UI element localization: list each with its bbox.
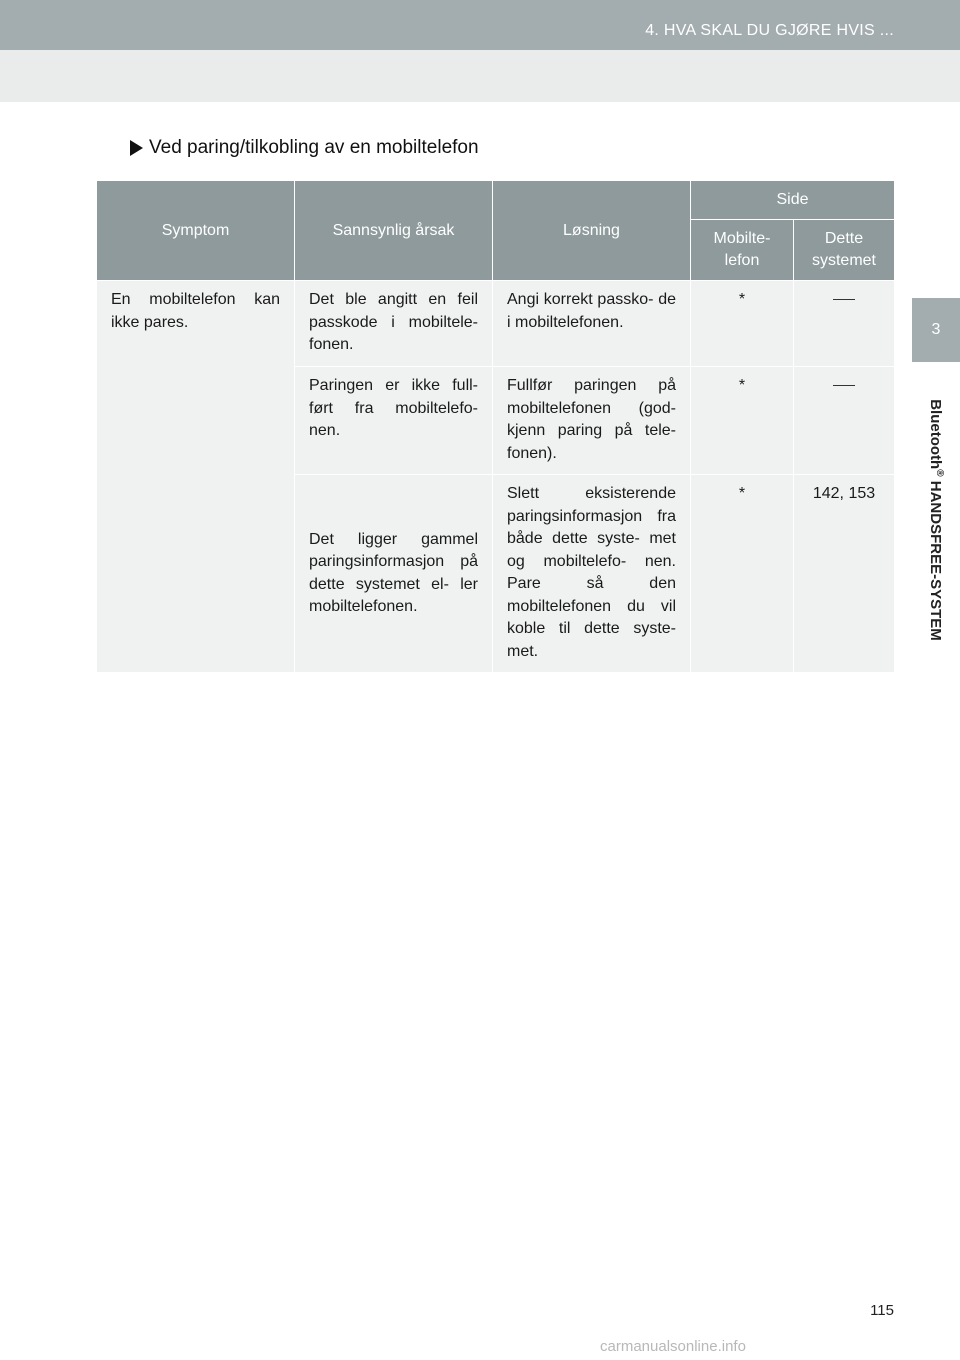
header-band bbox=[0, 50, 960, 102]
symptom-cell: En mobiltelefon kan ikke pares. bbox=[97, 281, 295, 673]
section-heading-text: Ved paring/tilkobling av en mobiltelefon bbox=[149, 137, 479, 158]
system-page-cell bbox=[794, 281, 895, 367]
system-page-cell bbox=[794, 367, 895, 475]
watermark: carmanualsonline.info bbox=[600, 1338, 746, 1355]
side-label-prefix: Bluetooth bbox=[927, 399, 944, 470]
phone-page-cell: * bbox=[691, 281, 794, 367]
header-solution: Løsning bbox=[493, 181, 691, 281]
table-row bbox=[97, 281, 895, 367]
phone-page-cell: * bbox=[691, 367, 794, 475]
side-label-suffix: HANDSFREE-SYSTEM bbox=[927, 476, 944, 641]
solution-cell: Angi korrekt passko- de i mobiltelefonen. bbox=[493, 281, 691, 367]
cause-cell: Det ble angitt en feil passkode i mobiltele- fonen. bbox=[295, 281, 493, 367]
system-page-cell: 142, 153 bbox=[794, 475, 895, 673]
dash-icon bbox=[833, 385, 855, 386]
header-bar bbox=[0, 0, 960, 50]
chapter-side-label bbox=[927, 399, 945, 641]
solution-cell: Fullfør paringen på mobiltelefonen (god- kjenn paring på tele- fonen). bbox=[493, 367, 691, 475]
dash-icon bbox=[833, 299, 855, 300]
troubleshooting-table bbox=[96, 180, 895, 673]
cause-cell: Paringen er ikke full- ført fra mobiltelefo- nen. bbox=[295, 367, 493, 475]
triangle-bullet-icon bbox=[130, 140, 143, 156]
header-cause: Sannsynlig årsak bbox=[295, 181, 493, 281]
phone-page-cell: * bbox=[691, 475, 794, 673]
solution-cell: Slett eksisterende paringsinformasjon fra både dette syste- met og mobiltelefo- nen. Pare så den mobiltelefonen du vil koble til dette syste- met. bbox=[493, 475, 691, 673]
page-number: 115 bbox=[870, 1302, 894, 1319]
chapter-tab-number: 3 bbox=[912, 298, 960, 362]
header-symptom: Symptom bbox=[97, 181, 295, 281]
registered-mark: ® bbox=[934, 469, 945, 477]
section-heading bbox=[130, 137, 479, 159]
cause-cell: Det ligger gammel paringsinformasjon på dette systemet el- ler mobiltelefonen. bbox=[295, 475, 493, 673]
header-phone: Mobilte- lefon bbox=[691, 220, 794, 281]
chapter-title: 4. HVA SKAL DU GJØRE HVIS ... bbox=[645, 22, 894, 39]
header-system: Dette systemet bbox=[794, 220, 895, 281]
header-page: Side bbox=[691, 181, 895, 220]
